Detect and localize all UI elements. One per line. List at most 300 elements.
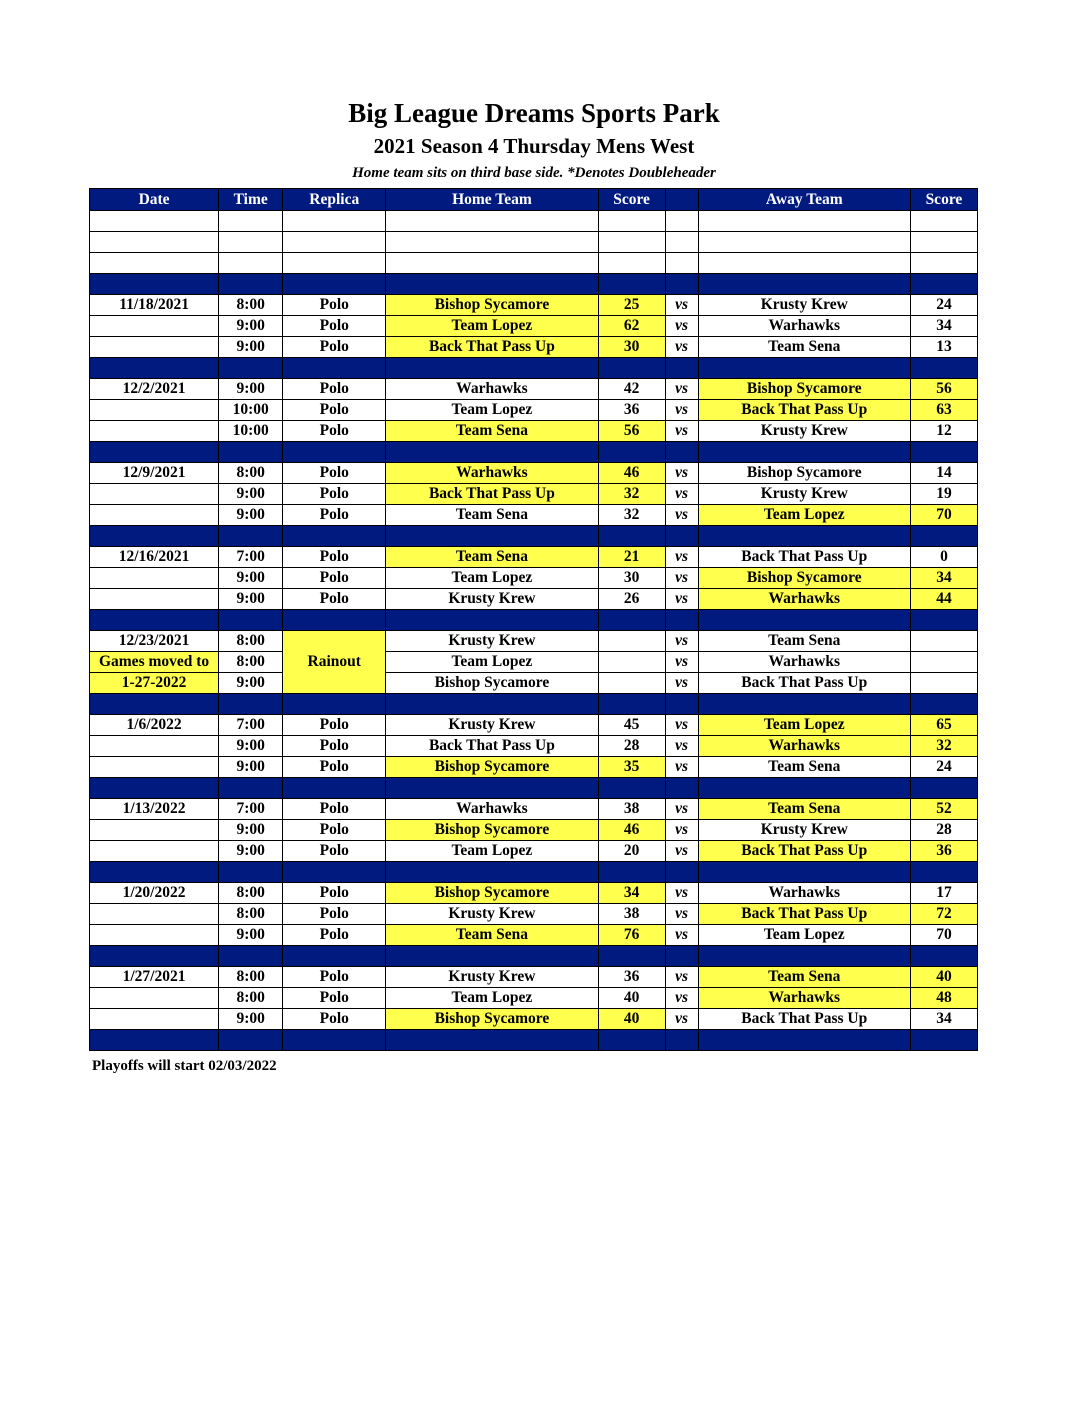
separator-cell (665, 274, 698, 295)
away-team: Krusty Krew (698, 484, 910, 505)
column-header-time: Time (219, 189, 283, 211)
separator-cell (386, 778, 598, 799)
vs-label: vs (665, 631, 698, 652)
separator-cell (698, 694, 910, 715)
game-row (90, 988, 978, 1009)
separator-cell (386, 1030, 598, 1051)
home-score: 40 (598, 1009, 665, 1030)
blank-cell (386, 253, 598, 274)
home-team: Back That Pass Up (386, 484, 598, 505)
home-score: 26 (598, 589, 665, 610)
game-time: 9:00 (219, 757, 283, 778)
home-score: 76 (598, 925, 665, 946)
game-date (90, 505, 219, 526)
home-score: 62 (598, 316, 665, 337)
separator-cell (665, 946, 698, 967)
away-team: Warhawks (698, 589, 910, 610)
away-team: Team Lopez (698, 925, 910, 946)
separator-cell (219, 610, 283, 631)
home-team: Warhawks (386, 799, 598, 820)
vs-label: vs (665, 736, 698, 757)
away-score: 44 (910, 589, 977, 610)
game-time: 9:00 (219, 568, 283, 589)
separator-cell (665, 694, 698, 715)
week-separator (90, 358, 978, 379)
away-score: 32 (910, 736, 977, 757)
home-score: 40 (598, 988, 665, 1009)
separator-cell (698, 862, 910, 883)
separator-cell (598, 526, 665, 547)
separator-cell (90, 610, 219, 631)
away-team: Team Sena (698, 631, 910, 652)
game-date (90, 337, 219, 358)
game-time: 9:00 (219, 316, 283, 337)
game-row (90, 820, 978, 841)
away-team: Krusty Krew (698, 820, 910, 841)
separator-cell (219, 442, 283, 463)
vs-label: vs (665, 715, 698, 736)
home-team: Bishop Sycamore (386, 1009, 598, 1030)
away-team: Bishop Sycamore (698, 568, 910, 589)
footer-note: Playoffs will start 02/03/2022 (92, 1058, 277, 1074)
vs-label: vs (665, 505, 698, 526)
separator-cell (386, 694, 598, 715)
away-score: 34 (910, 1009, 977, 1030)
separator-cell (219, 274, 283, 295)
game-date (90, 1009, 219, 1030)
vs-label: vs (665, 757, 698, 778)
game-time: 8:00 (219, 631, 283, 652)
separator-cell (219, 1030, 283, 1051)
game-time: 9:00 (219, 379, 283, 400)
separator-cell (386, 526, 598, 547)
home-score: 25 (598, 295, 665, 316)
vs-label: vs (665, 337, 698, 358)
rainout-label: Rainout (283, 631, 386, 694)
game-row (90, 379, 978, 400)
home-team: Krusty Krew (386, 715, 598, 736)
blank-cell (219, 253, 283, 274)
separator-cell (219, 694, 283, 715)
home-team: Back That Pass Up (386, 337, 598, 358)
column-header-home-score: Score (598, 189, 665, 211)
home-score: 20 (598, 841, 665, 862)
game-row (90, 568, 978, 589)
home-team: Team Lopez (386, 841, 598, 862)
game-date (90, 421, 219, 442)
separator-cell (283, 442, 386, 463)
away-team: Warhawks (698, 988, 910, 1009)
game-row (90, 841, 978, 862)
game-row (90, 799, 978, 820)
game-time: 7:00 (219, 799, 283, 820)
separator-cell (698, 1030, 910, 1051)
vs-label: vs (665, 589, 698, 610)
game-date: 12/9/2021 (90, 463, 219, 484)
separator-cell (910, 778, 977, 799)
home-team: Team Sena (386, 925, 598, 946)
week-separator (90, 610, 978, 631)
separator-cell (283, 778, 386, 799)
blank-cell (386, 232, 598, 253)
game-field: Polo (283, 463, 386, 484)
game-row (90, 400, 978, 421)
separator-cell (665, 442, 698, 463)
blank-row (90, 253, 978, 274)
away-score: 65 (910, 715, 977, 736)
separator-cell (598, 358, 665, 379)
game-row (90, 484, 978, 505)
separator-cell (598, 862, 665, 883)
away-team: Team Sena (698, 799, 910, 820)
game-row (90, 1009, 978, 1030)
home-score: 21 (598, 547, 665, 568)
separator-cell (598, 610, 665, 631)
page-subtitle: 2021 Season 4 Thursday Mens West (373, 134, 695, 158)
blank-cell (665, 232, 698, 253)
home-score: 28 (598, 736, 665, 757)
separator-cell (665, 862, 698, 883)
game-time: 8:00 (219, 883, 283, 904)
home-team: Krusty Krew (386, 631, 598, 652)
separator-cell (90, 358, 219, 379)
game-field: Polo (283, 589, 386, 610)
separator-cell (386, 358, 598, 379)
home-team: Team Lopez (386, 988, 598, 1009)
separator-cell (598, 946, 665, 967)
away-team: Back That Pass Up (698, 841, 910, 862)
away-score: 24 (910, 757, 977, 778)
game-date: 1/13/2022 (90, 799, 219, 820)
vs-label: vs (665, 1009, 698, 1030)
away-team: Warhawks (698, 883, 910, 904)
away-score: 19 (910, 484, 977, 505)
home-score: 42 (598, 379, 665, 400)
separator-cell (698, 442, 910, 463)
game-time: 8:00 (219, 295, 283, 316)
separator-cell (665, 526, 698, 547)
week-separator (90, 694, 978, 715)
separator-cell (698, 610, 910, 631)
game-time: 9:00 (219, 1009, 283, 1030)
game-date (90, 904, 219, 925)
game-row (90, 316, 978, 337)
home-score: 36 (598, 400, 665, 421)
game-field: Polo (283, 904, 386, 925)
game-date (90, 988, 219, 1009)
vs-label: vs (665, 883, 698, 904)
game-date (90, 316, 219, 337)
home-team: Warhawks (386, 463, 598, 484)
game-time: 9:00 (219, 484, 283, 505)
game-time: 8:00 (219, 967, 283, 988)
week-separator (90, 778, 978, 799)
away-score: 34 (910, 316, 977, 337)
away-score: 34 (910, 568, 977, 589)
game-field: Polo (283, 799, 386, 820)
away-score: 36 (910, 841, 977, 862)
game-field: Polo (283, 400, 386, 421)
home-score: 46 (598, 463, 665, 484)
separator-cell (910, 526, 977, 547)
game-time: 9:00 (219, 505, 283, 526)
home-team: Team Sena (386, 505, 598, 526)
vs-label: vs (665, 841, 698, 862)
separator-cell (90, 442, 219, 463)
away-score: 52 (910, 799, 977, 820)
week-separator (90, 274, 978, 295)
home-team: Team Lopez (386, 316, 598, 337)
away-score: 70 (910, 505, 977, 526)
game-row (90, 883, 978, 904)
game-field: Polo (283, 1009, 386, 1030)
home-score: 35 (598, 757, 665, 778)
game-field: Polo (283, 883, 386, 904)
separator-cell (283, 274, 386, 295)
column-header-date: Date (90, 189, 219, 211)
away-team: Back That Pass Up (698, 673, 910, 694)
away-team: Back That Pass Up (698, 400, 910, 421)
away-score: 70 (910, 925, 977, 946)
separator-cell (219, 946, 283, 967)
game-field: Polo (283, 295, 386, 316)
blank-row (90, 232, 978, 253)
away-team: Team Sena (698, 967, 910, 988)
column-header-home-team: Home Team (386, 189, 598, 211)
away-team: Krusty Krew (698, 295, 910, 316)
game-field: Polo (283, 736, 386, 757)
away-score: 24 (910, 295, 977, 316)
home-score (598, 652, 665, 673)
vs-label: vs (665, 967, 698, 988)
blank-cell (698, 232, 910, 253)
game-field: Polo (283, 820, 386, 841)
away-score: 56 (910, 379, 977, 400)
home-team: Team Sena (386, 421, 598, 442)
separator-cell (665, 610, 698, 631)
separator-cell (90, 274, 219, 295)
blank-row (90, 211, 978, 232)
separator-cell (219, 862, 283, 883)
away-team: Team Lopez (698, 715, 910, 736)
game-row (90, 463, 978, 484)
away-team: Bishop Sycamore (698, 379, 910, 400)
blank-cell (598, 253, 665, 274)
separator-cell (910, 358, 977, 379)
blank-cell (386, 211, 598, 232)
game-field: Polo (283, 841, 386, 862)
home-score: 32 (598, 505, 665, 526)
home-score: 56 (598, 421, 665, 442)
page-note: Home team sits on third base side. *Denotes Doubleheader (352, 165, 716, 181)
game-date (90, 925, 219, 946)
vs-label: vs (665, 988, 698, 1009)
separator-cell (386, 946, 598, 967)
separator-cell (90, 694, 219, 715)
week-separator (90, 1030, 978, 1051)
away-score: 48 (910, 988, 977, 1009)
blank-cell (598, 211, 665, 232)
game-row (90, 631, 978, 652)
game-time: 8:00 (219, 463, 283, 484)
game-date (90, 484, 219, 505)
away-team: Team Lopez (698, 505, 910, 526)
away-team: Bishop Sycamore (698, 463, 910, 484)
game-field: Polo (283, 988, 386, 1009)
game-field: Polo (283, 757, 386, 778)
blank-cell (698, 211, 910, 232)
away-score: 63 (910, 400, 977, 421)
game-time: 9:00 (219, 841, 283, 862)
vs-label: vs (665, 295, 698, 316)
separator-cell (283, 862, 386, 883)
separator-cell (910, 442, 977, 463)
game-date: 1-27-2022 (90, 673, 219, 694)
blank-cell (910, 253, 977, 274)
away-team: Krusty Krew (698, 421, 910, 442)
game-row (90, 547, 978, 568)
vs-label: vs (665, 547, 698, 568)
column-header-vs (665, 189, 698, 211)
separator-cell (598, 274, 665, 295)
schedule-table (89, 188, 978, 1051)
home-team: Bishop Sycamore (386, 883, 598, 904)
separator-cell (219, 778, 283, 799)
home-score (598, 631, 665, 652)
game-row (90, 652, 978, 673)
vs-label: vs (665, 421, 698, 442)
home-score (598, 673, 665, 694)
away-score: 17 (910, 883, 977, 904)
home-score: 46 (598, 820, 665, 841)
game-time: 9:00 (219, 820, 283, 841)
separator-cell (219, 358, 283, 379)
separator-cell (283, 694, 386, 715)
away-score: 0 (910, 547, 977, 568)
away-score: 72 (910, 904, 977, 925)
home-score: 30 (598, 568, 665, 589)
vs-label: vs (665, 379, 698, 400)
vs-label: vs (665, 820, 698, 841)
blank-cell (910, 232, 977, 253)
blank-cell (665, 253, 698, 274)
separator-cell (665, 778, 698, 799)
home-score: 34 (598, 883, 665, 904)
separator-cell (219, 526, 283, 547)
game-field: Polo (283, 967, 386, 988)
game-field: Polo (283, 484, 386, 505)
away-score (910, 631, 977, 652)
separator-cell (283, 1030, 386, 1051)
separator-cell (698, 526, 910, 547)
away-team: Team Sena (698, 757, 910, 778)
separator-cell (386, 442, 598, 463)
home-team: Team Sena (386, 547, 598, 568)
away-team: Back That Pass Up (698, 1009, 910, 1030)
separator-cell (90, 1030, 219, 1051)
separator-cell (283, 946, 386, 967)
blank-cell (90, 232, 219, 253)
game-row (90, 925, 978, 946)
game-date: 1/27/2021 (90, 967, 219, 988)
separator-cell (90, 946, 219, 967)
away-team: Back That Pass Up (698, 904, 910, 925)
schedule-body (90, 211, 978, 1051)
away-score (910, 673, 977, 694)
blank-cell (698, 253, 910, 274)
home-team: Bishop Sycamore (386, 820, 598, 841)
game-field: Polo (283, 379, 386, 400)
blank-cell (283, 211, 386, 232)
game-time: 9:00 (219, 589, 283, 610)
column-header-away-score: Score (910, 189, 977, 211)
separator-cell (910, 946, 977, 967)
game-date: 1/6/2022 (90, 715, 219, 736)
home-team: Bishop Sycamore (386, 673, 598, 694)
home-team: Krusty Krew (386, 967, 598, 988)
game-row (90, 757, 978, 778)
separator-cell (598, 1030, 665, 1051)
game-time: 8:00 (219, 988, 283, 1009)
home-score: 36 (598, 967, 665, 988)
blank-cell (665, 211, 698, 232)
game-time: 9:00 (219, 337, 283, 358)
separator-cell (283, 358, 386, 379)
game-row (90, 337, 978, 358)
separator-cell (283, 610, 386, 631)
away-score: 13 (910, 337, 977, 358)
away-team: Back That Pass Up (698, 547, 910, 568)
week-separator (90, 862, 978, 883)
vs-label: vs (665, 673, 698, 694)
separator-cell (665, 358, 698, 379)
game-row (90, 295, 978, 316)
away-team: Warhawks (698, 316, 910, 337)
home-team: Back That Pass Up (386, 736, 598, 757)
game-row (90, 673, 978, 694)
game-field: Polo (283, 505, 386, 526)
game-time: 7:00 (219, 715, 283, 736)
blank-cell (90, 253, 219, 274)
separator-cell (910, 694, 977, 715)
away-score: 40 (910, 967, 977, 988)
game-date (90, 736, 219, 757)
blank-cell (90, 211, 219, 232)
vs-label: vs (665, 925, 698, 946)
game-time: 8:00 (219, 652, 283, 673)
separator-cell (90, 778, 219, 799)
home-score: 30 (598, 337, 665, 358)
blank-cell (598, 232, 665, 253)
game-date (90, 400, 219, 421)
home-team: Warhawks (386, 379, 598, 400)
game-date (90, 841, 219, 862)
game-row (90, 967, 978, 988)
separator-cell (665, 1030, 698, 1051)
vs-label: vs (665, 400, 698, 421)
separator-cell (910, 862, 977, 883)
column-header-away-team: Away Team (698, 189, 910, 211)
separator-cell (910, 1030, 977, 1051)
vs-label: vs (665, 652, 698, 673)
separator-cell (698, 274, 910, 295)
separator-cell (283, 526, 386, 547)
header-row (90, 189, 978, 211)
column-header-replica: Replica (283, 189, 386, 211)
game-date (90, 757, 219, 778)
game-date: 12/23/2021 (90, 631, 219, 652)
away-score (910, 652, 977, 673)
